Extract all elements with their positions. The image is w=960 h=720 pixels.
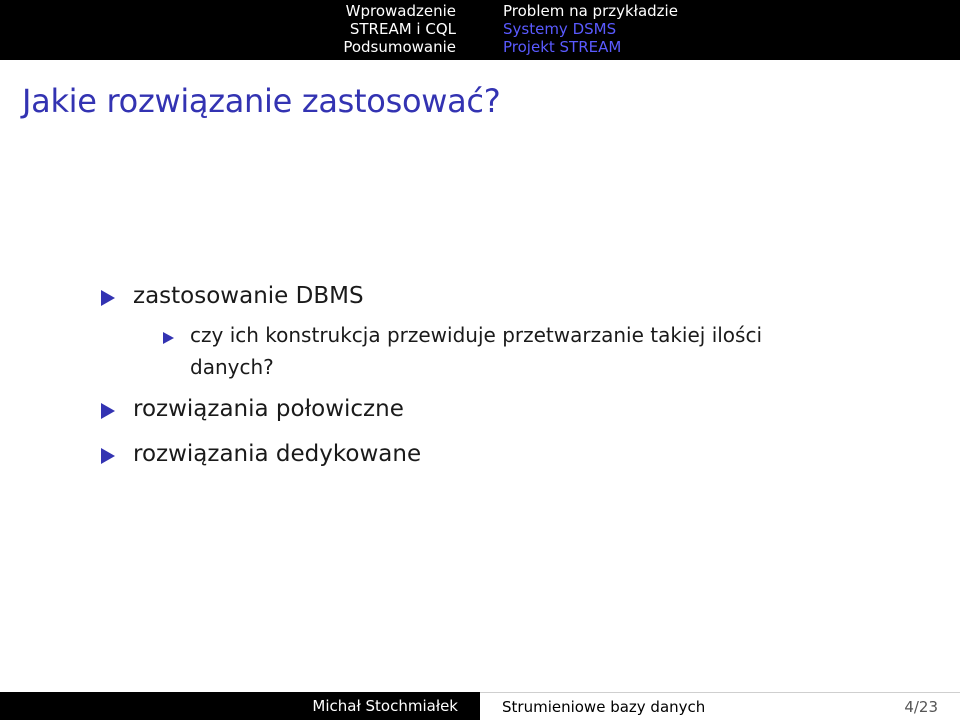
nav-subsection-systemy-dsms[interactable]: Systemy DSMS bbox=[503, 20, 617, 38]
bullet-item: rozwiązania dedykowane bbox=[133, 441, 422, 467]
footer-author: Michał Stochmiałek bbox=[312, 697, 458, 715]
bullet-marker-icon bbox=[101, 290, 115, 306]
sub-bullet-marker-icon bbox=[163, 332, 174, 344]
footer-author-box bbox=[0, 692, 480, 720]
bullet-item: zastosowanie DBMS bbox=[133, 283, 364, 309]
navigation-bar bbox=[0, 0, 960, 60]
footer-title-box bbox=[480, 692, 960, 720]
section-nav bbox=[343, 2, 456, 56]
footer-title: Strumieniowe bazy danych bbox=[502, 698, 706, 716]
nav-subsection-projekt-stream[interactable]: Projekt STREAM bbox=[503, 38, 622, 56]
nav-section-stream-cql[interactable]: STREAM i CQL bbox=[349, 20, 456, 38]
footer-bar bbox=[0, 692, 960, 720]
subsection-nav bbox=[503, 2, 678, 56]
nav-subsection-problem[interactable]: Problem na przykładzie bbox=[503, 2, 678, 20]
bullet-marker-icon bbox=[101, 403, 115, 419]
slide-title: Jakie rozwiązanie zastosować? bbox=[22, 82, 501, 120]
bullet-item: rozwiązania połowiczne bbox=[133, 396, 404, 422]
nav-section-podsumowanie[interactable]: Podsumowanie bbox=[343, 38, 456, 56]
nav-section-wprowadzenie[interactable]: Wprowadzenie bbox=[345, 2, 456, 20]
sub-bullet-item-line2: danych? bbox=[190, 355, 274, 379]
bullet-marker-icon bbox=[101, 448, 115, 464]
sub-bullet-item-line1: czy ich konstrukcja przewiduje przetwarzanie takiej ilości bbox=[190, 323, 763, 347]
page-number: 4/23 bbox=[904, 698, 938, 716]
